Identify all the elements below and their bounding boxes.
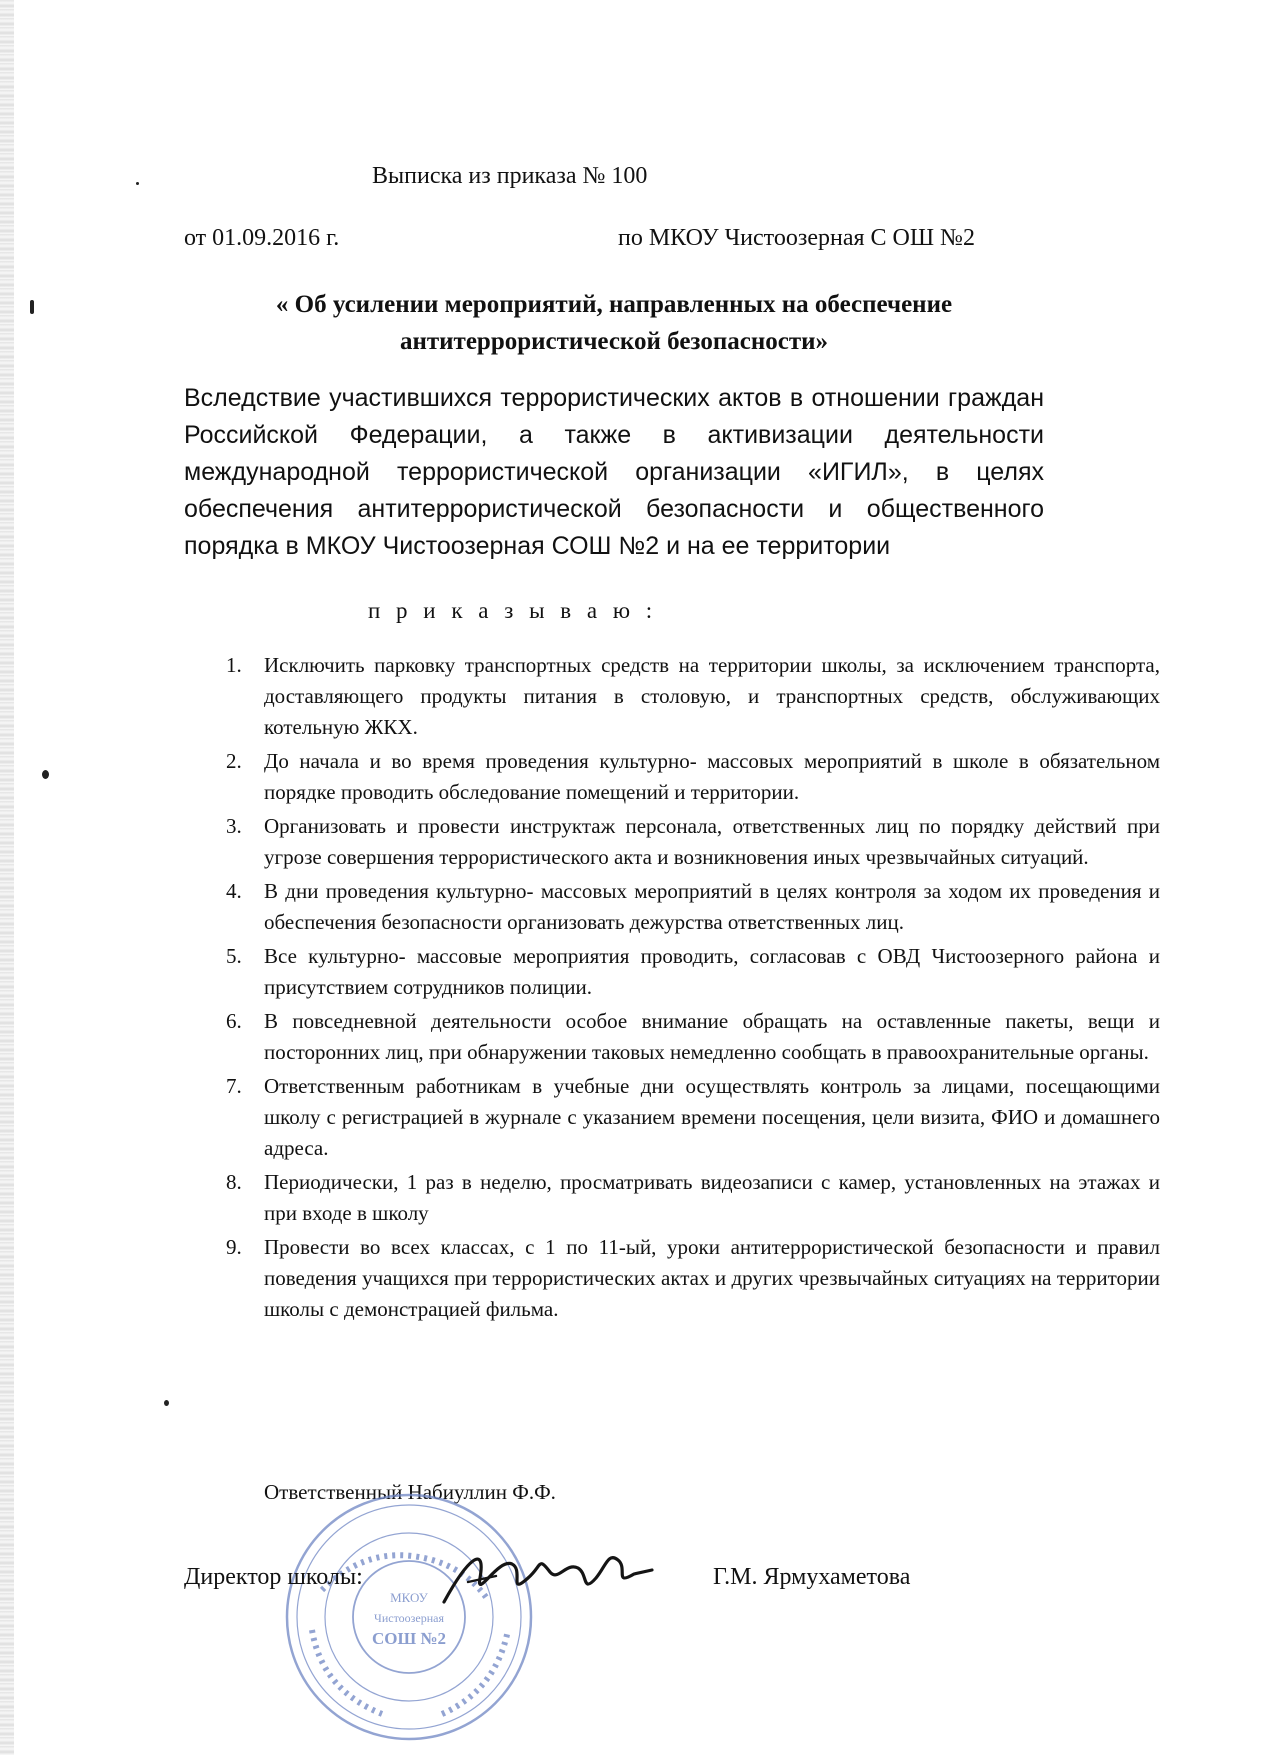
organization-name: по МКОУ Чистоозерная С ОШ №2 [618, 225, 975, 251]
director-name: Г.М. Ярмухаметова [713, 1564, 911, 1590]
official-stamp [282, 1490, 536, 1744]
list-item-text: Организовать и провести инструктаж персонала, ответственных лиц по порядку действий при угрозе совершения террористического акта и возникновения иных чрезвычайных ситуаций. [264, 814, 1160, 869]
list-item-number: 5. [226, 944, 242, 968]
list-item-text: Исключить парковку транспортных средств на территории школы, за исключением транспорта, доставляющего продукты питания в столовую, и транспортных средств, обслуживающих котельную ЖКХ. [264, 653, 1160, 739]
list-item-number: 9. [226, 1235, 242, 1259]
list-item-number: 3. [226, 814, 242, 838]
order-word: п р и к а з ы в а ю : [368, 598, 658, 623]
list-item-text: Провести во всех классах, с 1 по 11-ый, уроки антитеррористической безопасности и правил поведения учащихся при террористических актах и других чрезвычайных ситуациях на территории школы с демонстрацией фильма. [264, 1235, 1160, 1321]
scan-speck [136, 182, 139, 185]
order-subject: « Об усилении мероприятий, направленных на обеспечение антитеррористической безопасности» [275, 291, 953, 355]
list-item-text: В дни проведения культурно- массовых мероприятий в целях контроля за ходом их проведения и обеспечения безопасности организовать дежурства ответственных лиц. [264, 879, 1160, 934]
list-item-text: Все культурно- массовые мероприятия проводить, согласовав с ОВД Чистоозерного района и присутствием сотрудников полиции. [264, 944, 1160, 999]
list-item-number: 8. [226, 1170, 242, 1194]
handwritten-signature [438, 1538, 658, 1610]
list-item-text: Ответственным работникам в учебные дни осуществлять контроль за лицами, посещающими школу с регистрацией в журнале с указанием времени посещения, цели визита, ФИО и домашнего адреса. [264, 1074, 1160, 1160]
order-date: от 01.09.2016 г. [184, 225, 340, 251]
stamp-line: Чистоозерная [374, 1611, 444, 1625]
list-item [210, 811, 1160, 873]
scan-speck [42, 770, 49, 779]
list-item [210, 1232, 1160, 1325]
stamp-line: МКОУ [390, 1590, 428, 1605]
document-title: Выписка из приказа № 100 [372, 163, 648, 189]
list-item [210, 1006, 1160, 1068]
list-item [210, 1167, 1160, 1229]
order-items-list [210, 650, 1160, 1328]
list-item-number: 6. [226, 1009, 242, 1033]
list-item [210, 746, 1160, 808]
list-item-number: 2. [226, 749, 242, 773]
list-item-text: Периодически, 1 раз в неделю, просматривать видеозаписи с камер, установленных на этажах и при входе в школу [264, 1170, 1160, 1225]
list-item-number: 7. [226, 1074, 242, 1098]
list-item-text: До начала и во время проведения культурно- массовых мероприятий в школе в обязательном порядке проводить обследование помещений и территории. [264, 749, 1160, 804]
scan-edge-artifact [0, 0, 14, 1755]
list-item [210, 876, 1160, 938]
signature-label: Директор школы: [184, 1564, 363, 1590]
responsible-person: Ответственный Набиуллин Ф.Ф. [264, 1480, 556, 1504]
list-item-number: 1. [226, 653, 242, 677]
list-item [210, 941, 1160, 1003]
scan-speck [30, 300, 34, 314]
list-item-number: 4. [226, 879, 242, 903]
list-item [210, 1071, 1160, 1164]
stamp-line: СОШ №2 [371, 1629, 447, 1648]
scan-speck [164, 1400, 169, 1406]
list-item [210, 650, 1160, 743]
list-item-text: В повседневной деятельности особое внимание обращать на оставленные пакеты, вещи и посторонних лиц, при обнаружении таковых немедленно сообщать в правоохранительные органы. [264, 1009, 1160, 1064]
intro-paragraph: Вследствие участившихся террористических актов в отношении граждан Российской Федерации, а также в активизации деятельности международной террористической организации «ИГИЛ», в целях обеспечения антитеррористической безопасности и общественного порядка в МКОУ Чистоозерная СОШ №2 и на ее территории [184, 384, 1044, 560]
